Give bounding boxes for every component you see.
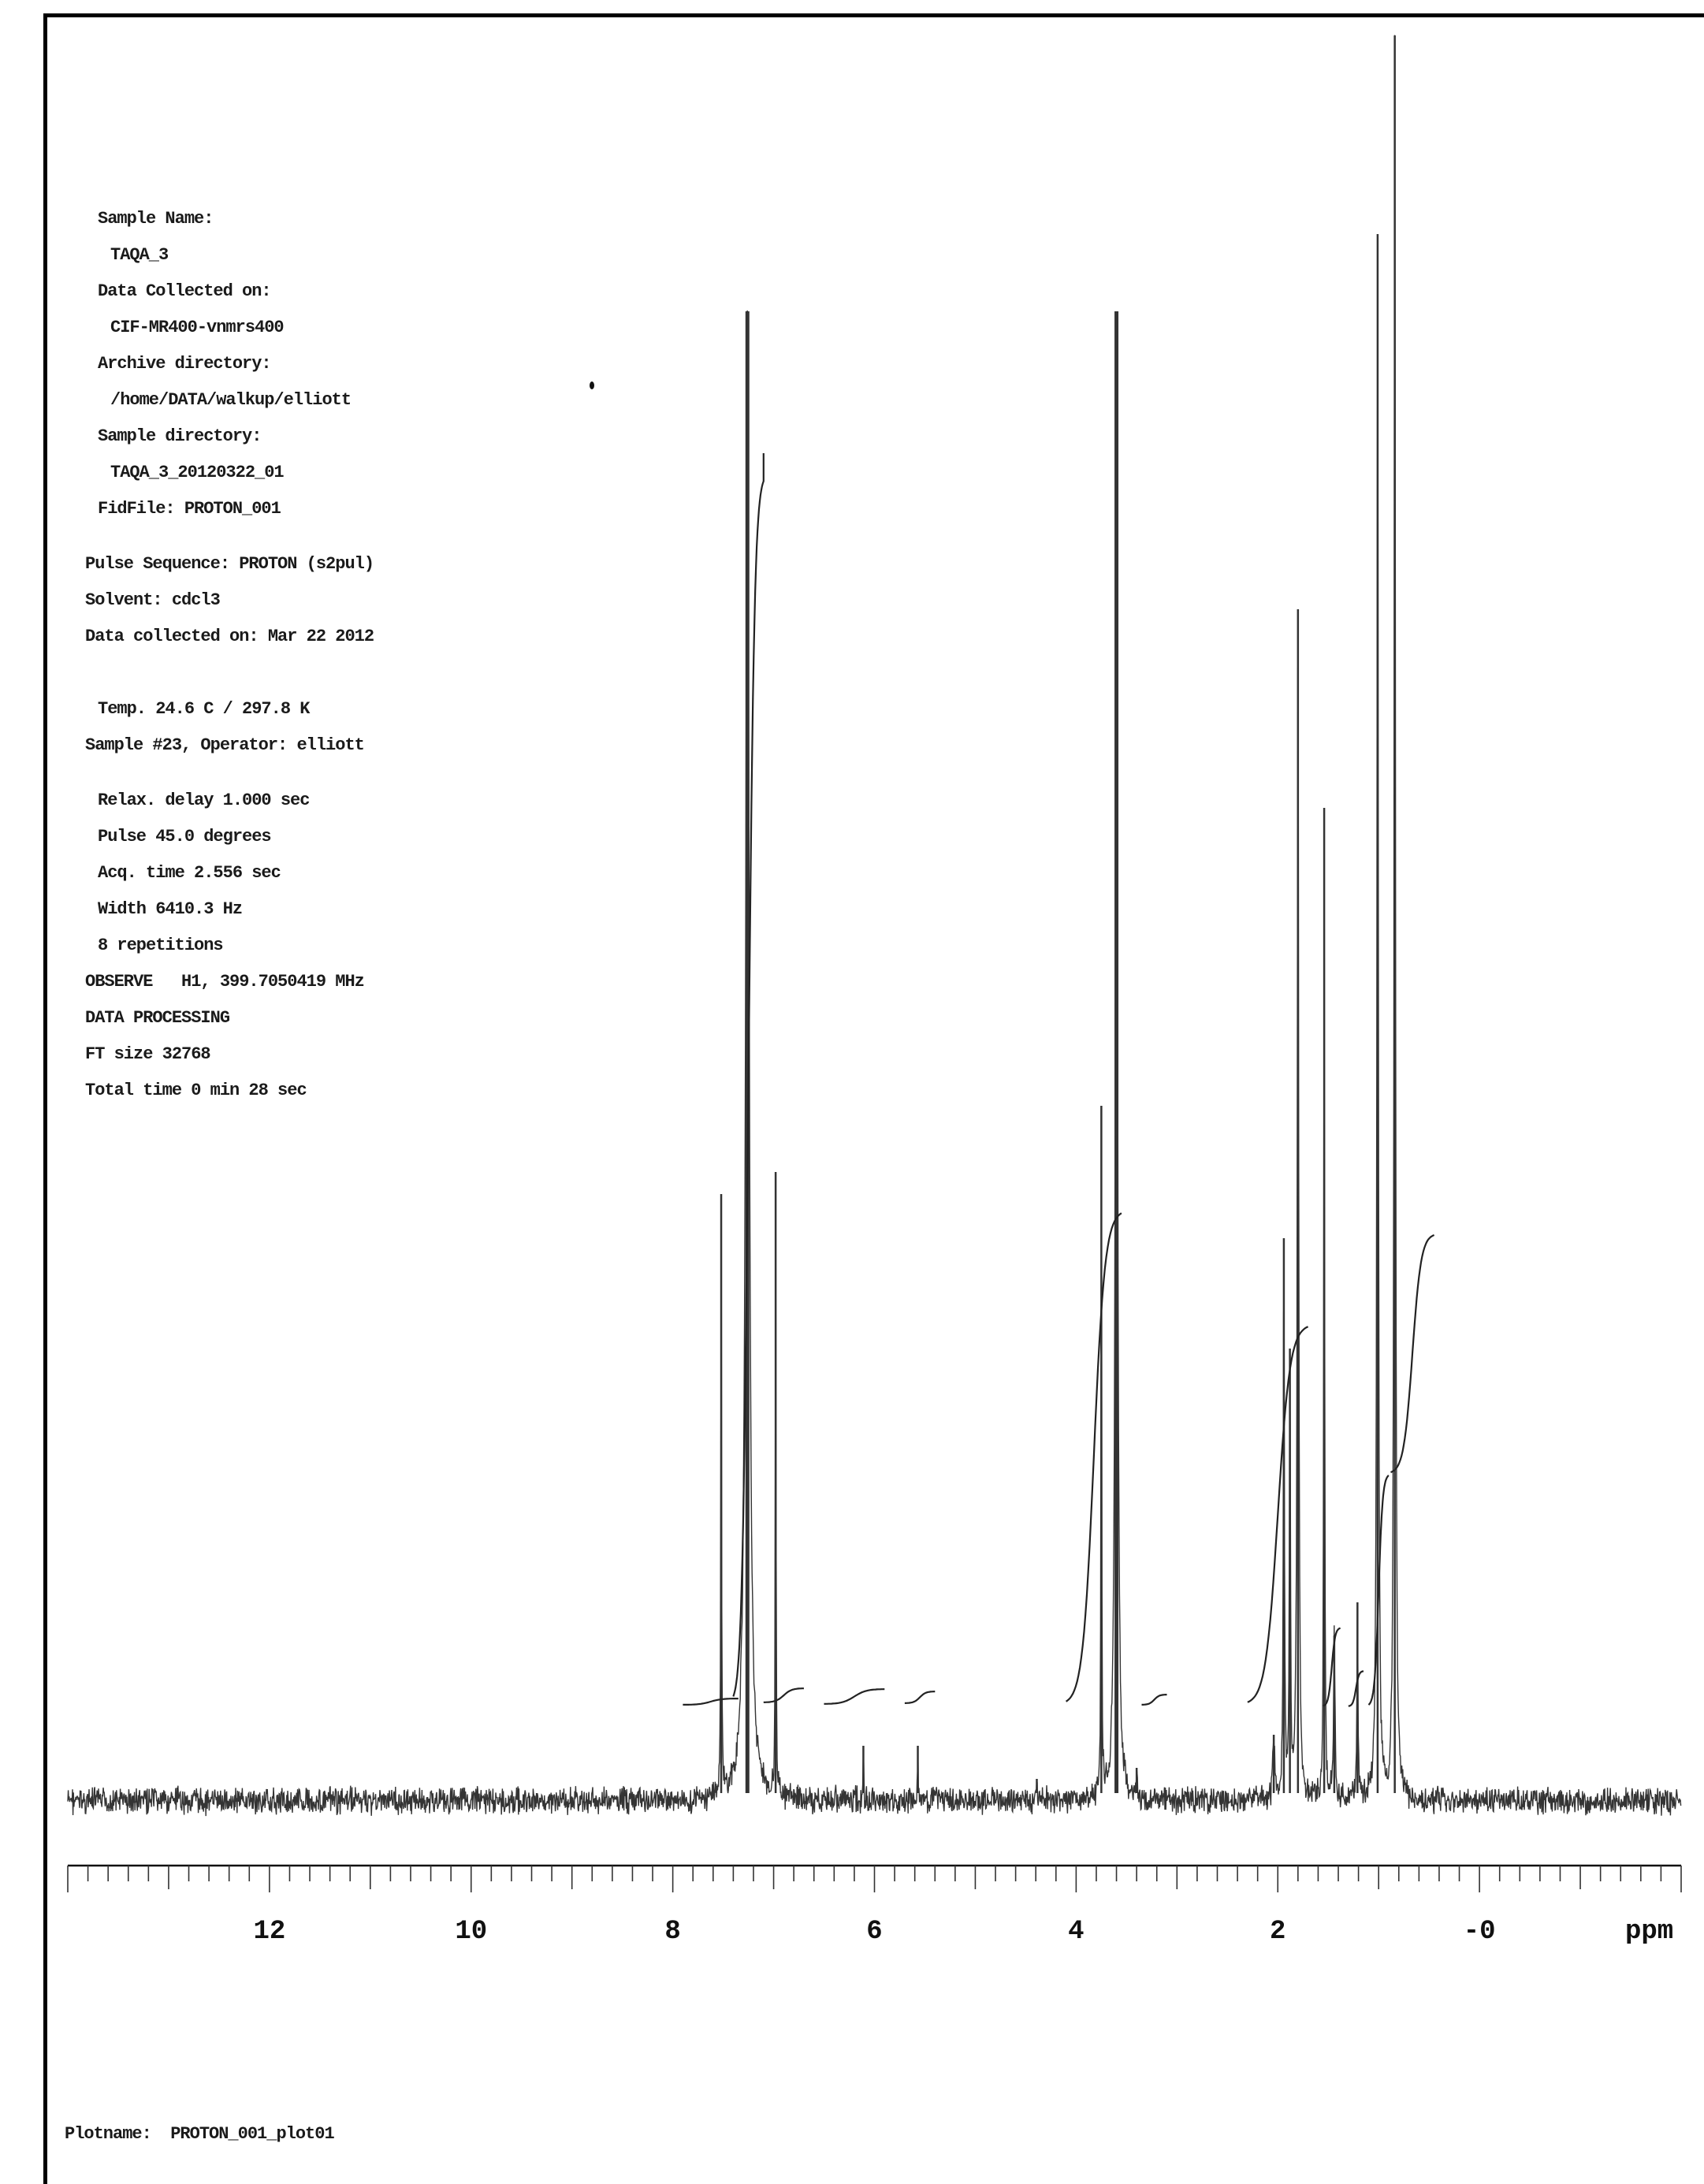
- data-processing: DATA PROCESSING: [85, 1008, 230, 1028]
- tick-label: -0: [1463, 1917, 1496, 1947]
- sample-directory-label: Sample directory:: [98, 426, 262, 446]
- fidfile: FidFile: PROTON_001: [98, 499, 281, 519]
- collection-date: Data collected on: Mar 22 2012: [85, 627, 374, 646]
- ppm-axis: [68, 1866, 1681, 1947]
- sample-name-label: Sample Name:: [98, 209, 214, 229]
- tick-label: 8: [664, 1917, 681, 1947]
- integral-curve: [824, 1689, 885, 1704]
- data-collected-on-label: Data Collected on:: [98, 281, 271, 301]
- integral-curve: [1368, 1475, 1389, 1705]
- spectrum-trace: [68, 35, 1681, 1817]
- pulse-sequence: Pulse Sequence: PROTON (s2pul): [85, 554, 374, 574]
- integral-curves: [683, 453, 1434, 1706]
- tick-label: 4: [1068, 1917, 1085, 1947]
- repetitions: 8 repetitions: [98, 936, 223, 955]
- spectral-width: Width 6410.3 Hz: [98, 899, 243, 919]
- acquisition-time: Acq. time 2.556 sec: [98, 863, 281, 883]
- observe-nucleus: OBSERVE H1, 399.7050419 MHz: [85, 972, 364, 992]
- total-time: Total time 0 min 28 sec: [85, 1081, 307, 1100]
- tick-label: 12: [253, 1917, 286, 1947]
- relax-delay: Relax. delay 1.000 sec: [98, 791, 310, 810]
- axis-unit-label: ppm: [1625, 1917, 1674, 1947]
- ft-size: FT size 32768: [85, 1044, 210, 1064]
- sample-name: TAQA_3: [110, 245, 169, 265]
- instrument-name: CIF-MR400-vnmrs400: [110, 318, 284, 337]
- integral-curve: [1391, 1235, 1434, 1472]
- plotname: Plotname: PROTON_001_plot01: [65, 2124, 334, 2144]
- tick-label: 6: [866, 1917, 883, 1947]
- spectrum-line: [68, 35, 1681, 1817]
- integral-curve: [1142, 1695, 1167, 1705]
- sample-directory: TAQA_3_20120322_01: [110, 463, 284, 482]
- tick-label: 10: [455, 1917, 488, 1947]
- tick-label: 2: [1270, 1917, 1286, 1947]
- archive-directory-label: Archive directory:: [98, 354, 271, 374]
- integral-curve: [905, 1691, 935, 1703]
- solvent: Solvent: cdcl3: [85, 590, 220, 610]
- pulse-angle: Pulse 45.0 degrees: [98, 827, 271, 846]
- integral-curve: [1349, 1671, 1364, 1706]
- integral-curve: [764, 1688, 804, 1702]
- integral-curve: [683, 1698, 738, 1705]
- sample-operator: Sample #23, Operator: elliott: [85, 735, 364, 755]
- temperature: Temp. 24.6 C / 297.8 K: [98, 699, 310, 719]
- archive-directory: /home/DATA/walkup/elliott: [110, 390, 352, 410]
